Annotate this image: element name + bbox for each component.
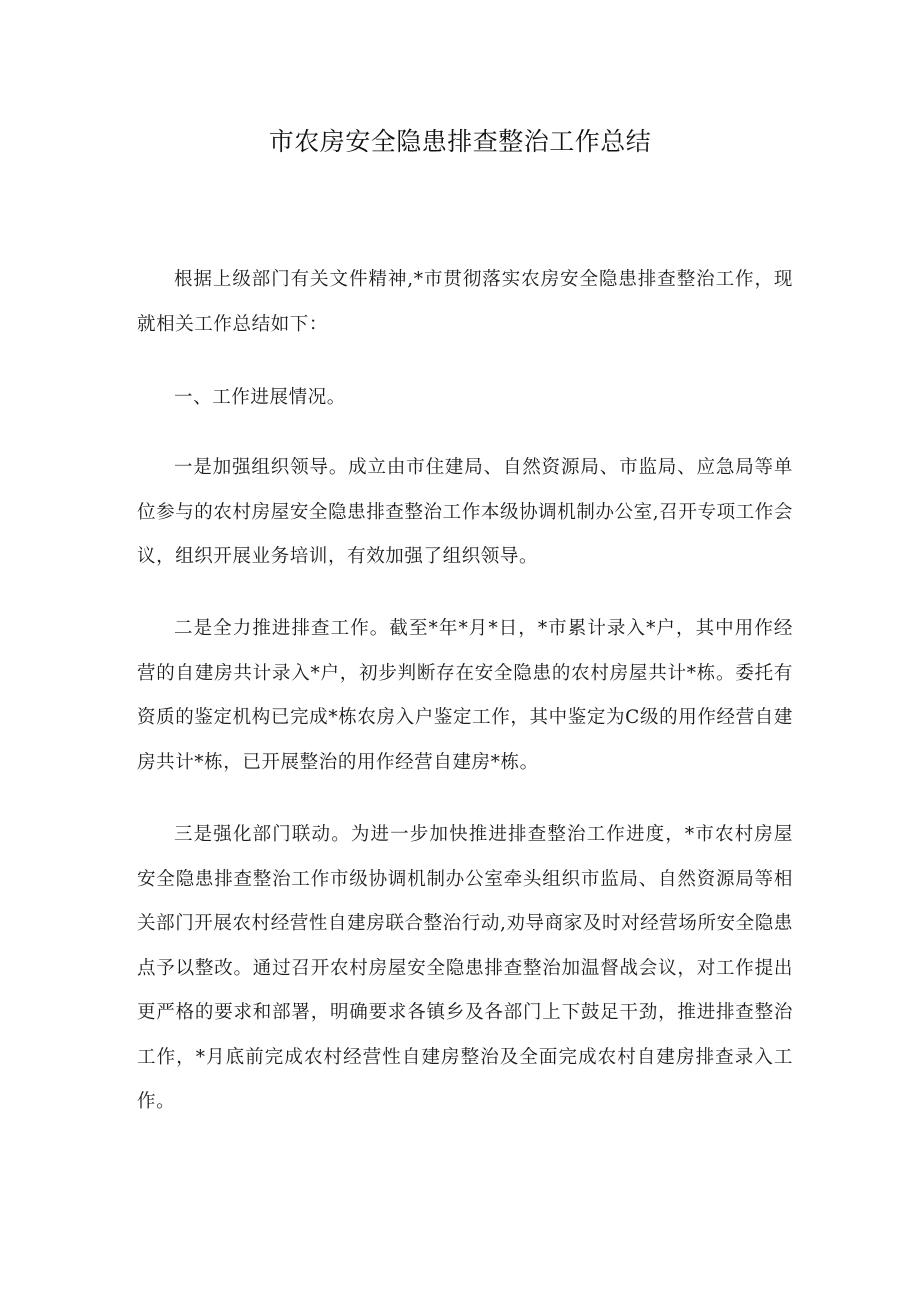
document-title: 市农房安全隐患排查整治工作总结 xyxy=(268,127,652,156)
paragraph-organization-leadership: 一是加强组织领导。成立由市住建局、自然资源局、市监局、应急局等单位参与的农村房屋安全隐患排查整治工作本级协调机制办公室,召开专项工作会议，组织开展业务培训，有效加强了组织领导。 xyxy=(137,457,793,567)
section-heading-progress: 一、工作进展情况。 xyxy=(174,387,346,408)
paragraph-intro: 根据上级部门有关文件精神,*市贯彻落实农房安全隐患排查整治工作，现就相关工作总结如下： xyxy=(137,269,793,335)
paragraph-inspection-progress: 二是全力推进排查工作。截至*年*月*日，*市累计录入*户，其中用作经营的自建房共计录入*户，初步判断存在安全隐患的农村房屋共计*栋。委托有资质的鉴定机构已完成*栋农房入户鉴定工作，其中鉴定为C级的用作经营自建房共计*栋，已开展整治的用作经营自建房*栋。 xyxy=(137,618,793,773)
paragraph-department-linkage: 三是强化部门联动。为进一步加快推进排查整治工作进度，*市农村房屋安全隐患排查整治工作市级协调机制办公室牵头组织市监局、自然资源局等相关部门开展农村经营性自建房联合整治行动,劝导商家及时对经营场所安全隐患点予以整改。通过召开农村房屋安全隐患排查整治加温督战会议，对工作提出更严格的要求和部署，明确要求各镇乡及各部门上下鼓足干劲，推进排查整治工作，*月底前完成农村经营性自建房整治及全面完成农村自建房排查录入工作。 xyxy=(137,824,793,1112)
